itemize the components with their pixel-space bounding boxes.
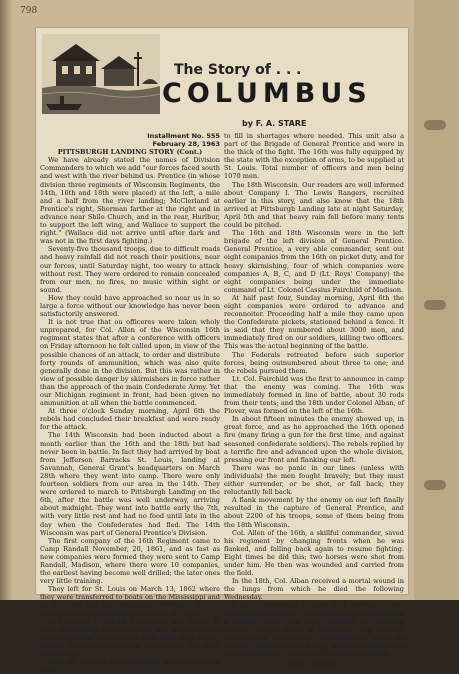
paragraph: There was no panic in our lines (unless with individuals) the men fought bravely; but they must either surrender, or be shot, or fall back; they reluctantly fell back. — [224, 463, 404, 497]
paragraph: In the 18th, Col. Alban received a mortal wound in the lungs from which he died the following Wednesday. — [224, 577, 404, 602]
byline: by F. A. STARE — [242, 119, 307, 128]
section-subhead: PITTSBURGH LANDING STORY (Cont.) — [57, 148, 203, 157]
paragraph: to fill in shortages where needed. This unit also a part of the Brigade of General Prentice and were in the thick of the fight. The 16th was fully equipped by the state with the exception of arms, to be supplied at St. Louis. Total number of officers and men being 1070 men. — [224, 132, 404, 181]
binder-ring — [424, 480, 446, 490]
paragraph: Only 28, were in Roys' company, the others being used — [40, 658, 220, 674]
paragraph: In Company D the lst Lieutenant was Edwin B. Roys of Hampden and Columbus, who is said to have recruited some thirty-five or forty men from Leeds, Otsego, Hampden and a few from across the Dane County Line. — [40, 617, 220, 658]
paragraph: The Federals retreated before such superior forces, being outnumbered about three to one; and the rebels pursued them. — [224, 350, 404, 375]
newspaper-clipping — [36, 28, 408, 674]
paragraph: The first company of the 16th Regiment came to Camp Randall November, 20, 1861, and as fast as new companies were formed they were sent to Camp Randall, Madison, where there were 10 companies, the earliest having become well drilled; the later ones very little training. — [40, 536, 220, 586]
paragraph: Lt. Col. Fairchild was the first to announce in camp that the enemy was coming. The 16th was immediately formed in line of battle, about 30 rods from their tents; and the 18th under Colonel Alban, of Plover, was formed on the left of the 16th. — [224, 374, 404, 416]
river-town-illustration — [42, 34, 160, 114]
paragraph: They left for St. Louis on March 13, 1862 where they were transferred to boats on the Mississippi and up the Ohio, and the Tennessee, arriving at Grant's headquarters at Savannah on the 20th of March. — [40, 585, 220, 618]
page-binding — [0, 0, 13, 600]
paragraph: The 18th Wisconsin. Our readers are well informed about Company I. The Lewis Rangers, recruited earlier in this story, and also know that the 18th arrived at Pittsburgh Landing late at night Saturday, April 5th and that heavy rain fell before many tents could be pitched. — [224, 180, 404, 230]
paragraph: The 14th Wisconsin had been inducted about a month earlier than the 16th and the 18th but had never been in battle. In fact they had arrived by boat from Jefferson Barracks St. Louis, landing at Savannah, General Grant's headquarters on March 28th where they went into camp. There were only fourteen soldiers from our area in the 14th. They were ordered to march to Pittsburgh Landing on the 6th, after the battle was well underway, arriving about midnight. They went into battle early the 7th, with very little rest and had no food until late in the day when the Confederates had fled. The 14th Wisconsin was part of General Prentice's Division. — [40, 431, 220, 537]
paragraph: Seventy-five thousand troops, due to difficult roads and heavy rainfall did not reach their positions, near our forces, until Saturday night, too weary to attack without rest. They were ordered to remain concealed from our men, no fires, no music within sight or sound. — [40, 245, 220, 294]
paragraph: At three o'clock Sunday morning, April 6th the rebels had concluded their breakfast and were ready for the attack. — [40, 407, 220, 432]
installment-number: Installment No. 555 — [147, 132, 220, 140]
paragraph: Col. Allen of the 16th, a skillful commander, saved his regiment by changing fronts when he was flanked, and falling back again to resume fighting. Eight times he did this; two horses were shot from under him. He then was wounded and carried from the field. — [224, 528, 404, 578]
title-prefix: The Story of . . . — [174, 62, 302, 78]
paragraph: The 16th and 18th Wisconsin were in the left brigade of the left division of General Prentice. General Prentice, a very able commander, sent out eight companies from the 16th on picket duty, and for heavy skirmishing, four of which companies were companies A, B, C, and D (Lt. Roys' Company) the eight companies being under the immediate command of Lt. Colonel Cassius Fairchild of Madison. — [224, 229, 404, 294]
adjacent-page-edge — [414, 0, 459, 600]
binder-ring — [424, 120, 446, 130]
article-title: COLUMBUS — [162, 78, 372, 109]
left-column — [40, 132, 220, 674]
paragraph: It was Confederate General W. J. Hardee's Corps that attacked General Prentice's division by driving in a wedge shape and then adopted the flanking process. Hardee found an opening or gap between Prentiss and McClernand's divisions into which he pressed, while Braxton Bragg, who commanded the second rebel line, reinforced Hardee on our front. — [224, 601, 404, 658]
paragraph: In about fifteen minutes the enemy showed up, in great force, and as he approached the 16th opened fire (many firing a gun for the first time, and against seasoned confederate soldiers). The rebels replied by a terrific fire and advanced upon the whole division, pressing our front and flanking our left. — [224, 415, 404, 464]
paragraph: At half past four, Sunday morning, April 6th the eight companies were ordered to advance and reconnoiter. Proceeding half a mile they came upon the Confederate pickets, stationed behind a fence. It is said that they numbered about 3000 men, and immediately fired on our soldiers, killing two officers. This was the actual beginning of the battle. — [224, 293, 404, 351]
page-number: 798 — [20, 6, 38, 16]
paragraph: How they could have approached so near us in so large a force without our knowledge has never been satisfactorily answered. — [40, 293, 220, 319]
paragraph: A flank movement by the enemy on our left finally resulted in the capture of General Prentice, and about 2200 of his troops, some of them being from the 18th Wisconsin. — [224, 496, 404, 529]
continued-note: To be continued — [287, 660, 341, 669]
right-column — [224, 132, 404, 668]
paragraph: It is not true that ou officeres were taken wholy unprepared, for Col. Allen of the Wisconsin 16th regiment states that after a conference with officers on Friday afternoon he felt called upon, in view of the possible chances of an attack, to order and distribute forty rounds of ammunition, which was also quite generally done in the division. But this was rather in view of possible danger by skirmishers in force rather than the approach of the main Confederate Army. Yet our Michigan regiment in front, had been given no ammunition at all when the battle commenced. — [40, 318, 220, 408]
binder-ring — [424, 300, 446, 310]
paragraph: We have already stated the names of Division Commanders to which we add "our forces faced south and west with the river behind us. Prentice (in whose division three regiments of Wisconsin Regiments, the 14th, 16th and 18th were placed) at the left, a mile and a half from the river landing; McClerland at Prentice's right, Sherman farther at the right and in advance near Shilo Church, and in the rear, Hurlbur, to support the left wing, and Wallace to support the right." (Wallace did not arrive until after dark and was not in the first days fighting.) — [40, 156, 220, 246]
installment-date: February 28, 1963 — [152, 140, 220, 149]
